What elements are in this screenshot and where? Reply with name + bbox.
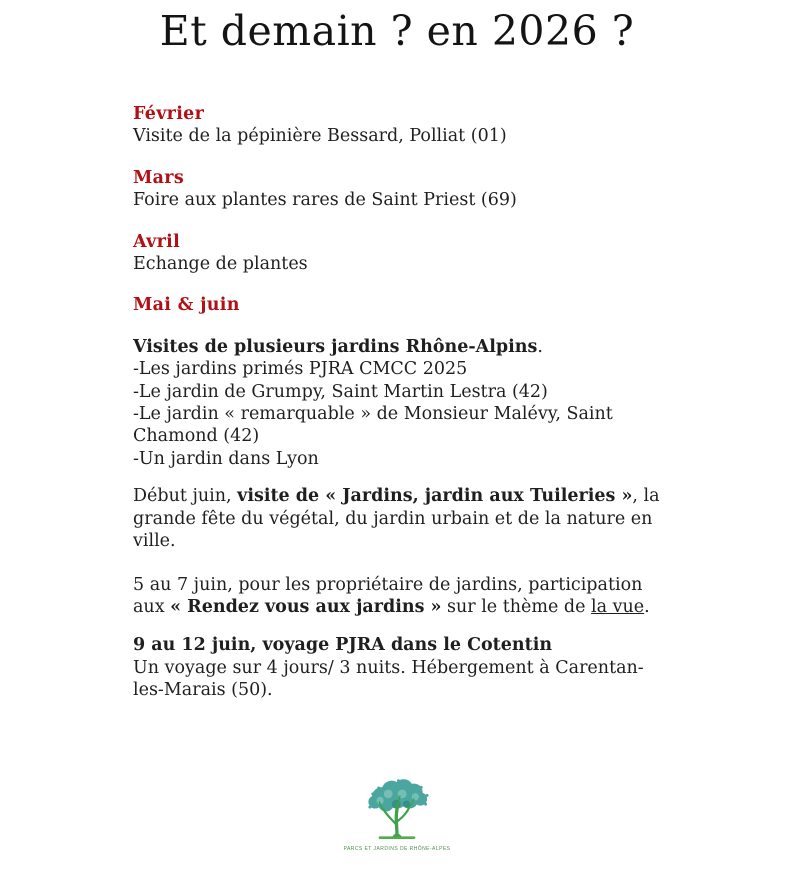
rendez-vous-regular-1: aux	[133, 596, 171, 617]
section-visites-jardins	[133, 336, 714, 470]
rendez-vous-line-1: 5 au 7 juin, pour les propriétaire de jardins, participation	[133, 574, 643, 595]
rendez-vous-regular-3: .	[644, 596, 650, 617]
visites-title-suffix: .	[537, 336, 543, 357]
visites-title-bold: Visites de plusieurs jardins Rhône-Alpins	[133, 336, 538, 357]
month-heading-fevrier: Février	[133, 104, 205, 124]
voyage-title: 9 au 12 juin, voyage PJRA dans le Cotentin	[133, 635, 553, 656]
debut-juin-regular-2: , la	[632, 486, 660, 507]
month-heading-mai-juin: Mai & juin	[133, 295, 240, 316]
visites-item-2: -Le jardin de Grumpy, Saint Martin Lestra (42)	[133, 381, 548, 402]
event-line-mars: Foire aux plantes rares de Saint Priest (69)	[133, 190, 517, 211]
logo-caption: PARCS ET JARDINS DE RHÔNE-ALPES	[343, 846, 451, 852]
section-mars	[133, 167, 714, 212]
voyage-line-2: les-Marais (50).	[133, 680, 273, 701]
content-body	[0, 57, 794, 702]
debut-juin-regular-1: Début juin,	[133, 486, 238, 507]
page-title: Et demain ? en 2026 ?	[159, 7, 635, 55]
debut-juin-bold: visite de « Jardins, jardin aux Tuileries »	[237, 486, 633, 507]
visites-title-line	[133, 336, 714, 358]
rendez-vous-line-2	[133, 596, 714, 618]
rendez-vous-underlined-theme: la vue	[591, 596, 645, 617]
paragraph-debut-juin	[133, 485, 714, 552]
section-voyage-cotentin	[133, 634, 714, 701]
visites-item-3-line-1: -Le jardin « remarquable » de Monsieur Malévy, Saint	[133, 404, 613, 425]
rendez-vous-bold: « Rendez vous aux jardins »	[170, 596, 442, 617]
debut-juin-line-2: grande fête du végétal, du jardin urbain et de la nature en	[133, 508, 653, 529]
event-line-avril: Echange de plantes	[133, 254, 308, 275]
rendez-vous-regular-2: sur le thème de	[441, 596, 592, 617]
logo-pjra	[0, 779, 794, 852]
debut-juin-line-3: ville.	[133, 531, 176, 552]
event-line-fevrier: Visite de la pépinière Bessard, Polliat (01)	[133, 126, 507, 147]
section-avril	[133, 231, 714, 276]
section-fevrier	[133, 103, 714, 148]
section-mai-juin	[133, 294, 714, 316]
paragraph-rendez-vous	[133, 574, 714, 619]
visites-item-4: -Un jardin dans Lyon	[133, 448, 319, 469]
month-heading-avril: Avril	[133, 231, 181, 252]
visites-item-3-line-2: Chamond (42)	[133, 426, 260, 447]
debut-juin-line-1	[133, 485, 714, 507]
voyage-line-1: Un voyage sur 4 jours/ 3 nuits. Hébergement à Carentan-	[133, 657, 644, 678]
month-heading-mars: Mars	[133, 167, 184, 188]
visites-item-1: -Les jardins primés PJRA CMCC 2025	[133, 359, 468, 380]
tree-logo-icon	[364, 779, 430, 841]
